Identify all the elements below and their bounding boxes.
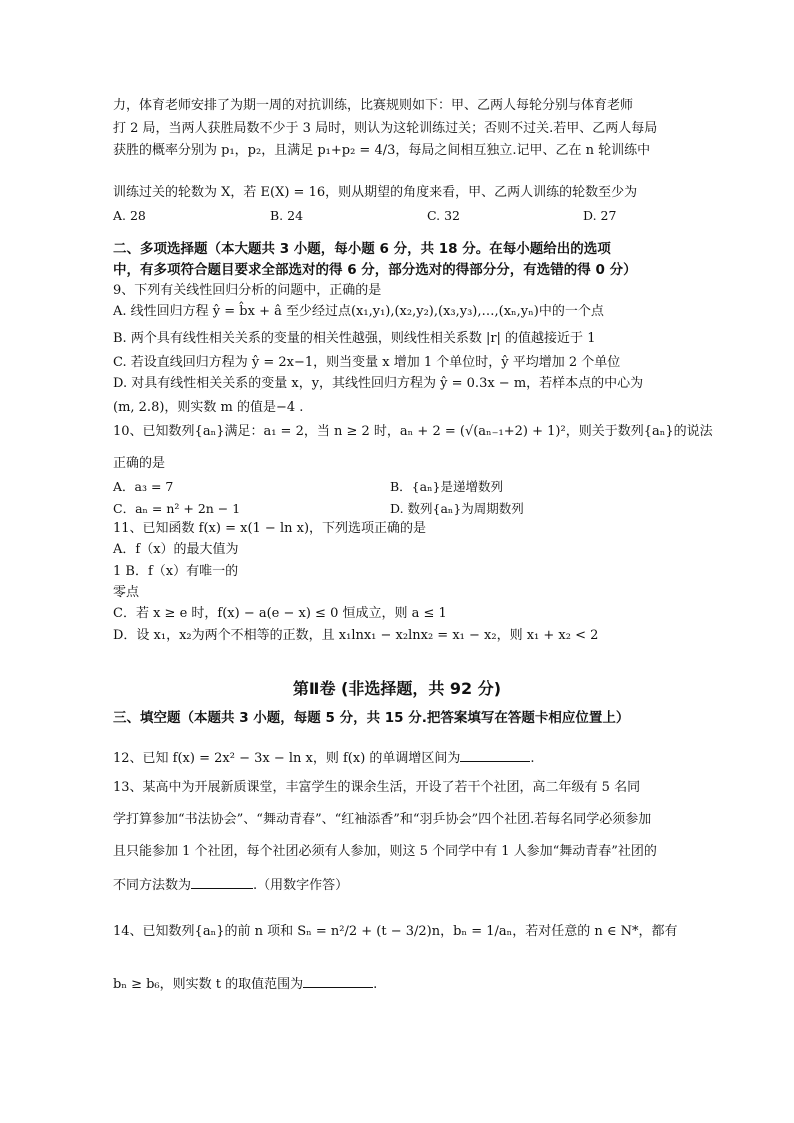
q12-answer-blank[interactable] — [460, 749, 530, 762]
q11-option-a: A．f（x）的最大值为 — [113, 542, 239, 557]
q8-line-4: 训练过关的轮数为 X，若 E(X) = 16，则从期望的角度来看，甲、乙两人训练的轮数至少为 — [113, 185, 638, 200]
q10-stem: 10、已知数列{aₙ}满足：a₁ = 2，当 n ≥ 2 时，aₙ + 2 = (√(aₙ₋₁+2) + 1)²，则关于数列{aₙ}的说法 — [113, 424, 713, 439]
q14-line-2 — [113, 975, 377, 993]
q8-option-c: C. 32 — [427, 208, 460, 223]
q13-line-4-text: 不同方法数为 — [113, 878, 192, 893]
q9-option-c: C. 若设直线回归方程为 ŷ = 2x−1，则当变量 x 增加 1 个单位时，ŷ 平均增加 2 个单位 — [113, 355, 621, 370]
q10-option-b: B．{aₙ}是递增数列 — [390, 479, 503, 494]
q13-line-1: 13、某高中为开展新质课堂，丰富学生的课余生活，开设了若干个社团，高二年级有 5 名同 — [113, 780, 641, 795]
q11-stem: 11、已知函数 f(x) = x(1 − ln x)，下列选项正确的是 — [113, 521, 427, 536]
q9-option-b: B. 两个具有线性相关关系的变量的相关性越强，则线性相关系数 |r| 的值越接近于 1 — [113, 331, 596, 346]
section-2-heading-line-2: 中，有多项符合题目要求全部选对的得 6 分，部分选对的得部分分，有选错的得 0 分） — [113, 262, 637, 278]
q14-line-2-tail: . — [373, 977, 378, 992]
q10-option-c: C．aₙ = n² + 2n − 1 — [113, 501, 241, 516]
q11-option-b-continued: 零点 — [113, 585, 140, 600]
q10-stem-continued: 正确的是 — [113, 456, 166, 471]
q8-option-a: A. 28 — [113, 208, 146, 223]
q8-option-d: D. 27 — [583, 208, 617, 223]
q13-line-4-tail: .（用数字作答） — [253, 878, 349, 893]
q9-option-d-line-2: (m, 2.8)，则实数 m 的值是−4 . — [113, 400, 304, 415]
q8-line-1: 力，体育老师安排了为期一周的对抗训练，比赛规则如下：甲、乙两人每轮分别与体育老师 — [113, 98, 634, 113]
q14-line-1: 14、已知数列{aₙ}的前 n 项和 Sₙ = n²/2 + (t − 3/2)n，bₙ = 1/aₙ，若对任意的 n ∈ N*，都有 — [113, 924, 678, 939]
q10-option-d: D. 数列{aₙ}为周期数列 — [390, 501, 524, 516]
q13-line-2: 学打算参加“书法协会”、“舞动青春”、“红袖添香”和“羽乒协会”四个社团.若每名同学必须参加 — [113, 812, 652, 827]
q9-option-a: A. 线性回归方程 ŷ = b̂x + â 至少经过点(x₁,y₁),(x₂,y₂),(x₃,y₃),…,(xₙ,yₙ)中的一个点 — [113, 304, 604, 319]
q13-line-3: 且只能参加 1 个社团，每个社团必须有人参加，则这 5 个同学中有 1 人参加“舞动青春”社团的 — [113, 844, 657, 859]
section-2-heading-line-1: 二、多项选择题（本大题共 3 小题，每小题 6 分，共 18 分。在每小题给出的选项 — [113, 241, 611, 257]
q9-option-d-line-1: D. 对具有线性相关关系的变量 x，y，其线性回归方程为 ŷ = 0.3x − m，若样本点的中心为 — [113, 376, 644, 391]
part-2-title: 第Ⅱ卷 (非选择题，共 92 分) — [292, 679, 502, 698]
section-3-heading: 三、填空题（本题共 3 小题，每题 5 分，共 15 分.把答案填写在答题卡相应位置上） — [113, 710, 630, 726]
q10-option-a: A．a₃ = 7 — [113, 479, 174, 494]
q8-line-3: 获胜的概率分别为 p₁，p₂，且满足 p₁+p₂ = 4/3，每局之间相互独立.记甲、乙在 n 轮训练中 — [113, 143, 651, 158]
q8-option-b: B. 24 — [270, 208, 304, 223]
q11-option-b: 1 B．f（x）有唯一的 — [113, 564, 239, 579]
q13-line-4 — [113, 876, 348, 894]
question-12: 12、已知 f(x) = 2x² − 3x − ln x，则 f(x) 的单调增区间为 . — [113, 751, 535, 766]
q13-answer-blank[interactable] — [191, 876, 253, 889]
q14-answer-blank[interactable] — [303, 975, 373, 988]
q11-option-d: D．设 x₁，x₂为两个不相等的正数，且 x₁lnx₁ − x₂lnx₂ = x₁ − x₂，则 x₁ + x₂ < 2 — [113, 628, 599, 643]
q9-stem: 9、下列有关线性回归分析的问题中，正确的是 — [113, 283, 382, 298]
q12-text: 12、已知 f(x) = 2x² − 3x − ln x，则 f(x) 的单调增区间为 — [113, 751, 461, 766]
q8-line-2: 打 2 局，当两人获胜局数不少于 3 局时，则认为这轮训练过关；否则不过关.若甲、乙两人每局 — [113, 121, 658, 136]
q11-option-c: C．若 x ≥ e 时，f(x) − a(e − x) ≤ 0 恒成立，则 a ≤ 1 — [113, 606, 447, 621]
q14-line-2-text: bₙ ≥ b₆，则实数 t 的取值范围为 — [113, 977, 304, 992]
